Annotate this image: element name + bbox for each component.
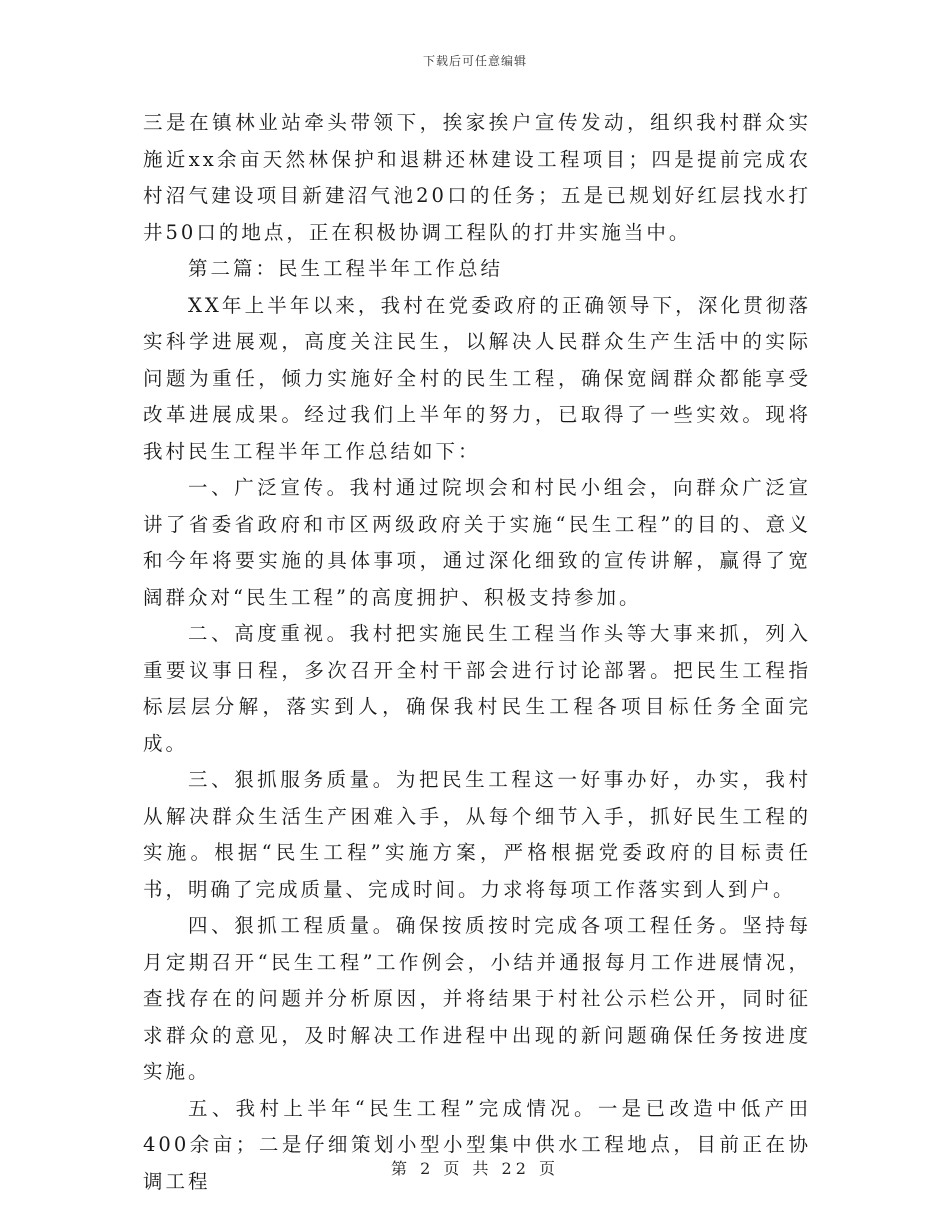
page-header: 下载后可任意编辑 (422, 54, 527, 68)
paragraph-item-1: 一、广泛宣传。我村通过院坝会和村民小组会，向群众广泛宣讲了省委省政府和市区两级政府关于实施“民生工程”的目的、意义和今年将要实施的具体事项，通过深化细致的宣传讲解，赢得了宽阔群众对“民生工程”的高度拥护、积极支持参加。 (143, 476, 811, 609)
paragraph-item-5: 五、我村上半年“民生工程”完成情况。一是已改造中低产田400余亩；二是仔细策划小型小型集中供水工程地点，目前正在协调工程 (143, 1096, 811, 1193)
paragraph-item-4: 四、狠抓工程质量。确保按质按时完成各项工程任务。坚持每月定期召开“民生工程”工作例会，小结并通报每月工作进展情况，查找存在的问题并分析原因，并将结果于村社公示栏公开，同时征求群众的意见，及时解决工作进程中出现的新问题确保任务按进度实施。 (143, 914, 811, 1083)
paragraph-item-2: 二、高度重视。我村把实施民生工程当作头等大事来抓，列入重要议事日程，多次召开全村干部会进行讨论部署。把民生工程指标层层分解，落实到人，确保我村民生工程各项目标任务全面完成。 (143, 622, 811, 755)
paragraph-item-3: 三、狠抓服务质量。为把民生工程这一好事办好，办实，我村从解决群众生活生产困难入手，从每个细节入手，抓好民生工程的实施。根据“民生工程”实施方案，严格根据党委政府的目标责任书，明确了完成质量、完成时间。力求将每项工作落实到人到户。 (143, 768, 811, 901)
page-footer: 第 2 页 共 22 页 (391, 1159, 559, 1178)
document-body (143, 105, 811, 1200)
paragraph-continuation: 三是在镇林业站牵头带领下，挨家挨户宣传发动，组织我村群众实施近xx余亩天然林保护和退耕还林建设工程项目；四是提前完成农村沼气建设项目新建沼气池20口的任务；五是已规划好红层找水打井50口的地点，正在积极协调工程队的打井实施当中。 (143, 111, 811, 244)
paragraph-intro: XX年上半年以来，我村在党委政府的正确领导下，深化贯彻落实科学进展观，高度关注民生，以解决人民群众生产生活中的实际问题为重任，倾力实施好全村的民生工程，确保宽阔群众都能享受改革进展成果。经过我们上半年的努力，已取得了一些实效。现将我村民生工程半年工作总结如下： (143, 293, 811, 463)
section-heading: 第二篇：民生工程半年工作总结 (188, 257, 504, 280)
